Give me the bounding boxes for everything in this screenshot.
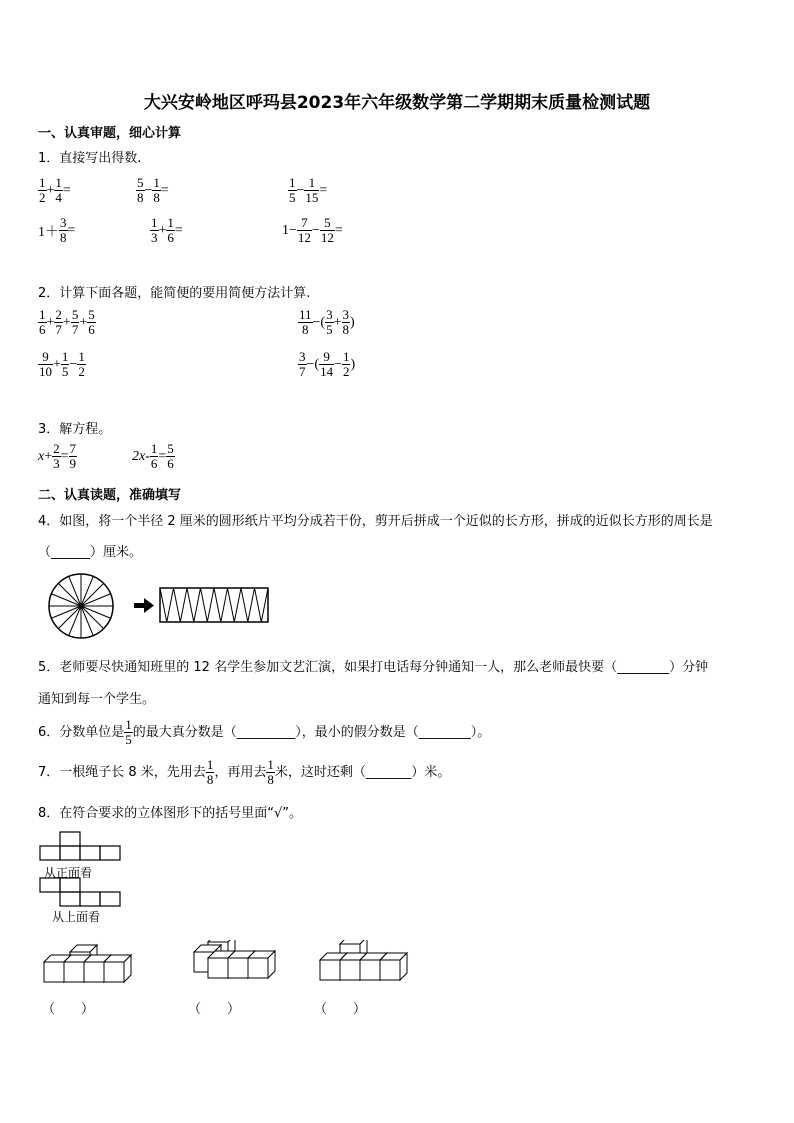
q1-label: 1．直接写出得数. — [38, 151, 142, 166]
page-title: 大兴安岭地区呼玛县2023年六年级数学第二学期期末质量检测试题 — [143, 93, 651, 113]
front-view-label: 从正面看 — [44, 866, 93, 880]
top-view-label: 从上面看 — [52, 910, 101, 924]
q1-item-2: $\frac{5}{8}$ − $\frac{1}{8}$ = — [137, 175, 169, 205]
front-view-diagram — [40, 832, 120, 860]
section-1-heading: 一、认真审题，细心计算 — [38, 126, 182, 141]
cube-figure-c-icon — [320, 940, 407, 980]
q7-text: 7．一根绳子长 8 米，先用去 $\frac{1}{8}$ ，再用去 $\frac{1}{8}$ 米，这时还剩（_______）米。 — [38, 757, 451, 787]
q2-expr-4: $\frac{3}{7}$ −( $\frac{9}{14}$ − $\frac{1}{2}$ ) — [299, 349, 356, 379]
arrow-right-icon — [134, 598, 154, 613]
cube-figure-a-icon — [44, 945, 131, 982]
cube-figures — [40, 940, 420, 990]
q2-label: 2．计算下面各题，能简便的要用简便方法计算. — [38, 286, 311, 301]
q2-expr-1: $\frac{1}{6}$ + $\frac{2}{7}$ + $\frac{5}{7}$ + $\frac{5}{6}$ — [39, 307, 95, 337]
circle-to-rectangle-figure — [44, 572, 274, 642]
q2-expr-3: $\frac{9}{10}$ + $\frac{1}{5}$ − $\frac{1}{2}$ — [39, 349, 85, 379]
q3-equation-2: 2x- $\frac{1}{6}$ = $\frac{5}{6}$ — [132, 441, 174, 471]
q4-line-1: 4．如图，将一个半径 2 厘米的圆形纸片平均分成若干份，剪开后拼成一个近似的长方形，拼成的近似长方形的周长是 — [38, 514, 713, 529]
q1-item-3: $\frac{1}{5}$ − $\frac{1}{15}$ = — [289, 175, 328, 205]
q5-line-2: 通知到每一个学生。 — [38, 692, 156, 707]
q6-text: 6．分数单位是 $\frac{1}{5}$ 的最大真分数是（_________），最小的假分数是（________）。 — [38, 717, 491, 747]
q3-label: 3．解方程。 — [38, 422, 112, 437]
cube-figure-b-icon — [194, 940, 275, 978]
answer-blank-c[interactable]: （ ） — [314, 1002, 367, 1017]
q2-expr-2: $\frac{11}{8}$ −( $\frac{3}{5}$ + $\frac{3}{8}$ ) — [299, 307, 355, 337]
approximate-rectangle-icon — [160, 588, 268, 622]
top-view-diagram — [40, 878, 120, 906]
q1-item-5: $\frac{1}{3}$ + $\frac{1}{6}$ = — [151, 215, 183, 245]
answer-blank-a[interactable]: （ ） — [42, 1002, 95, 1017]
q5-line-1: 5．老师要尽快通知班里的 12 名学生参加文艺汇演，如果打电话每分钟通知一人，那么老师最快要（________）分钟 — [38, 660, 709, 675]
q1-item-4: 1＋ $\frac{3}{8}$ = — [38, 215, 76, 245]
q4-line-2: （______）厘米。 — [38, 545, 143, 560]
q1-item-6: 1− $\frac{7}{12}$ − $\frac{5}{12}$ = — [282, 215, 343, 245]
q3-equation-1: x+ $\frac{2}{3}$ = $\frac{7}{9}$ — [38, 441, 77, 471]
q1-item-1: $\frac{1}{2}$ + $\frac{1}{4}$ = — [39, 175, 71, 205]
divided-circle-icon — [49, 574, 113, 638]
q8-label: 8．在符合要求的立体图形下的括号里面“√”。 — [38, 806, 303, 821]
section-2-heading: 二、认真读题，准确填写 — [38, 488, 182, 503]
answer-blank-b[interactable]: （ ） — [188, 1002, 241, 1017]
